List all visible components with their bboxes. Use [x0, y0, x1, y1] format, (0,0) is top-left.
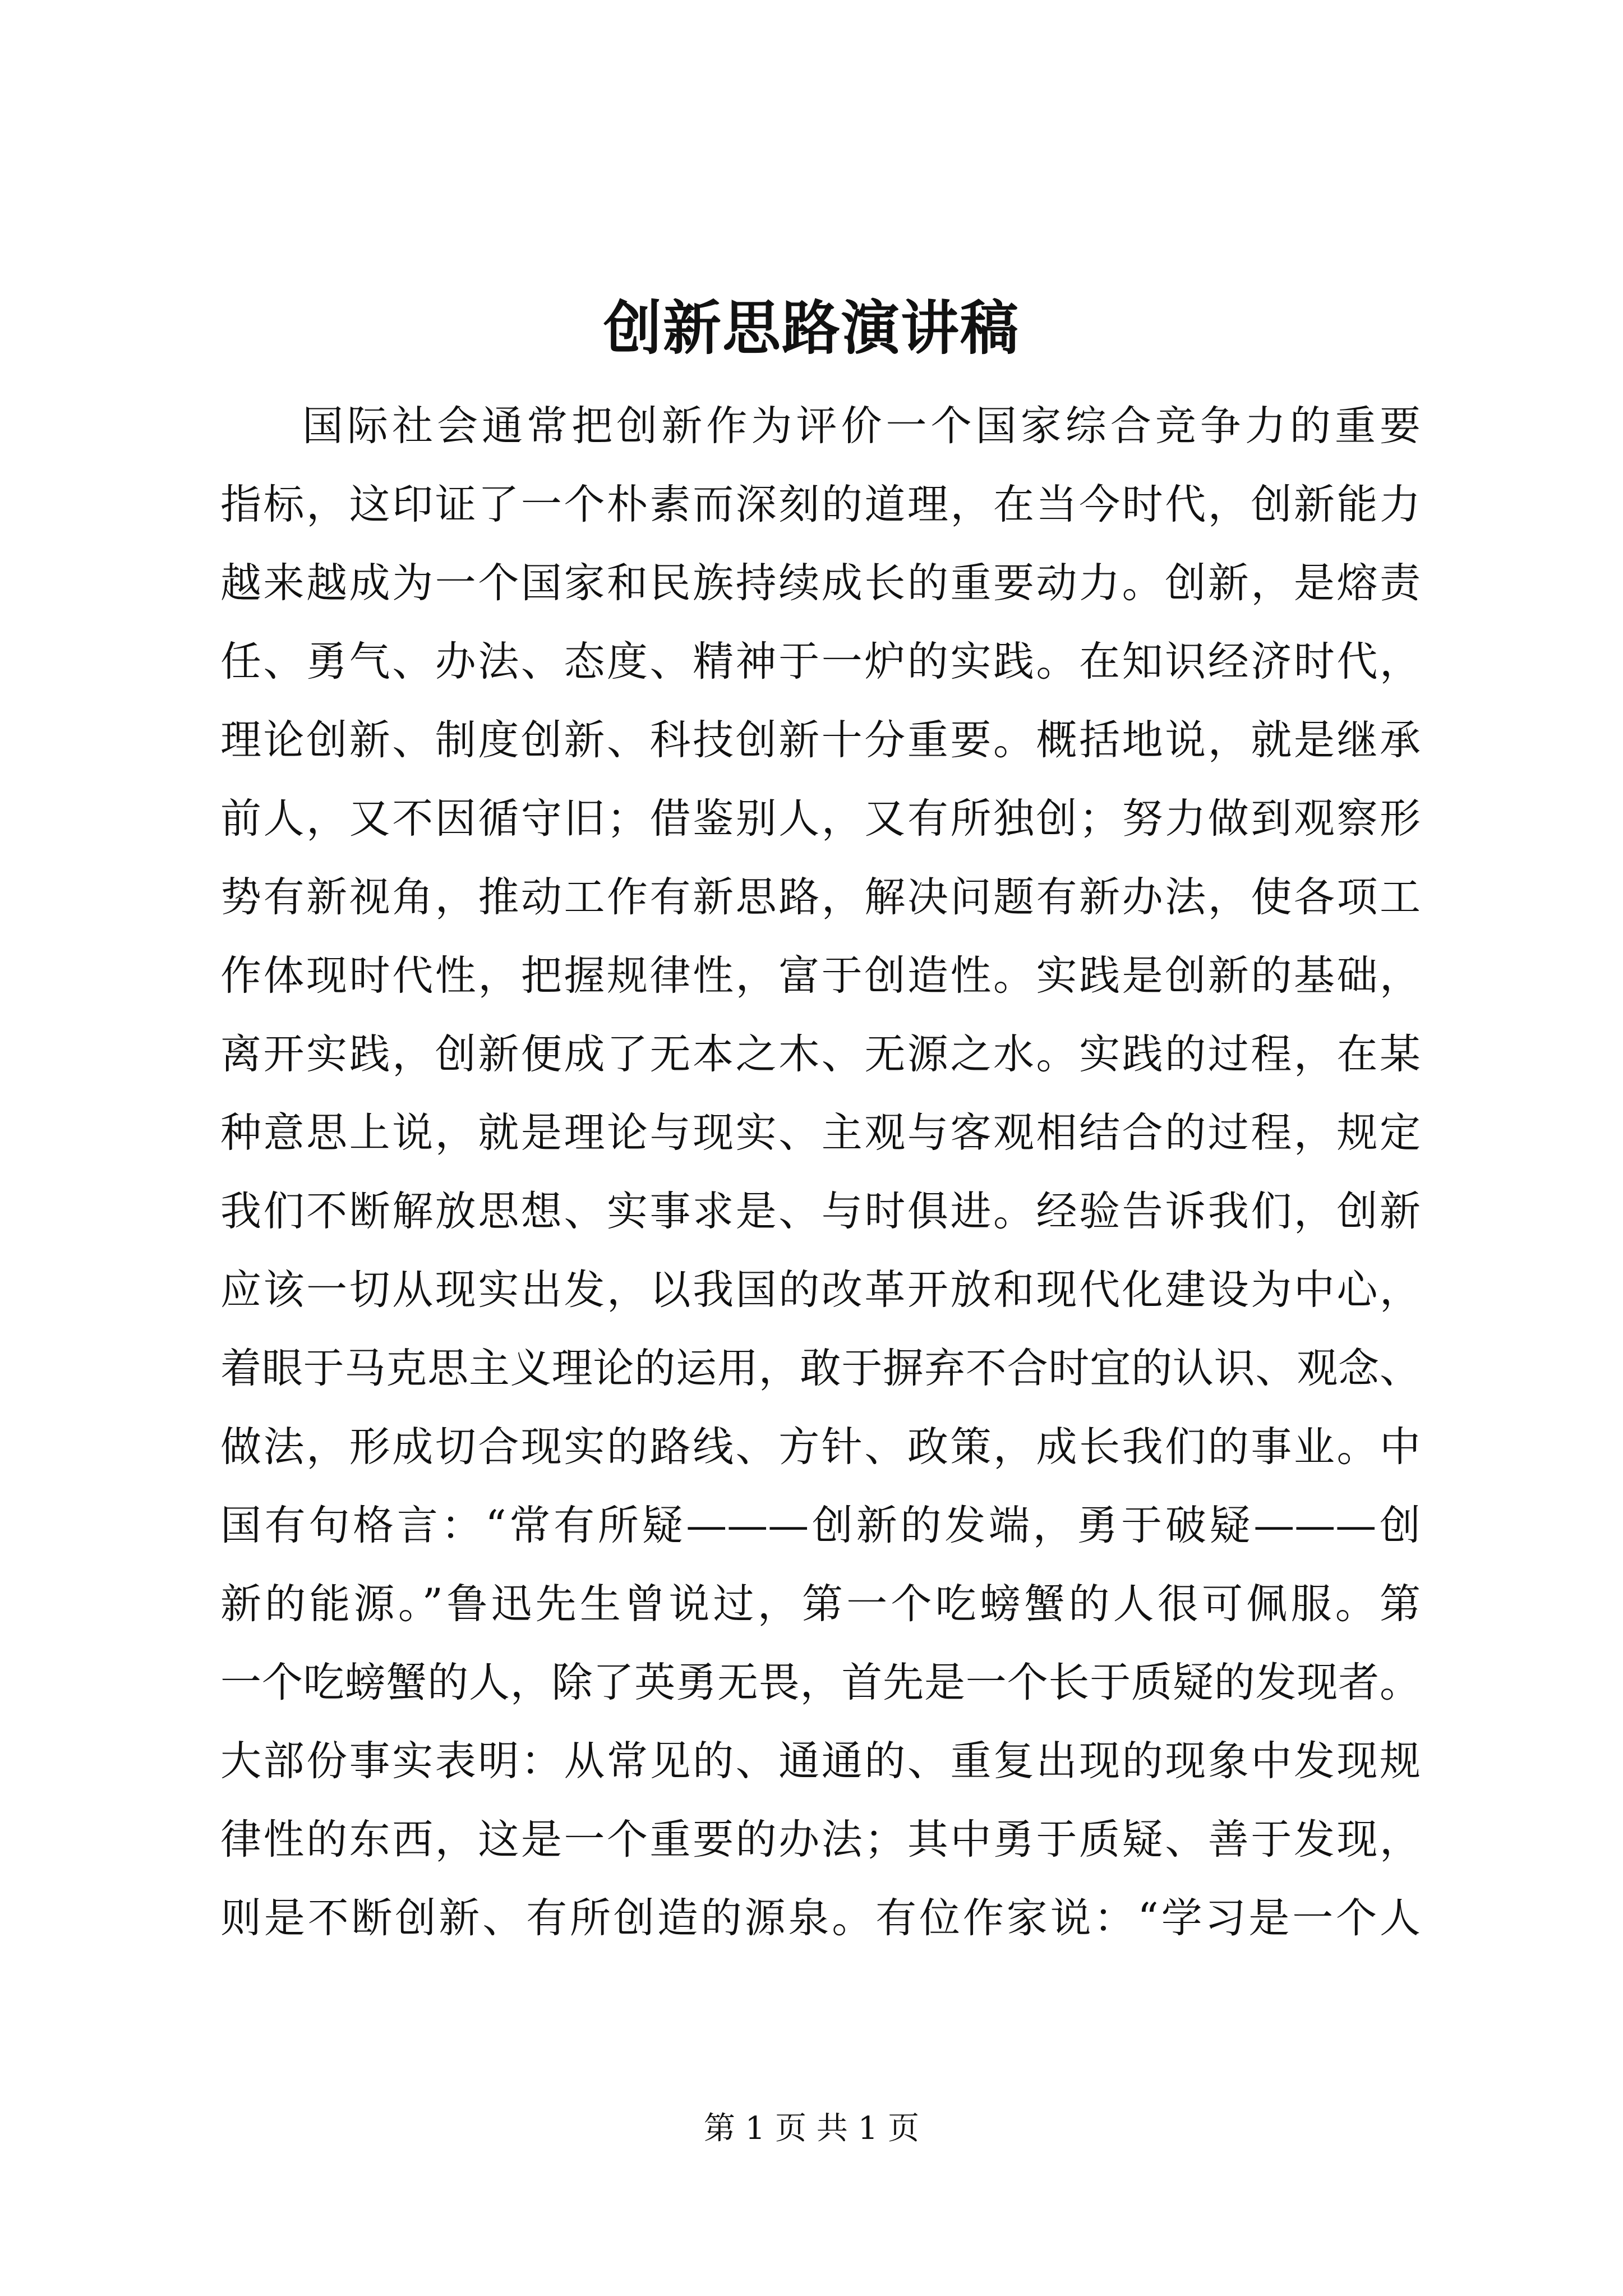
page-footer — [0, 2106, 1623, 2151]
text-line: 律性的东西，这是一个重要的办法；其中勇于质疑、善于发现， — [220, 1816, 1421, 1864]
text-line: 国有句格言：“常有所疑———创新的发端，勇于破疑———创 — [220, 1502, 1421, 1549]
text-line: 指标，这印证了一个朴素而深刻的道理，在当今时代，创新能力 — [220, 481, 1421, 528]
text-line: 任、勇气、办法、态度、精神于一炉的实践。在知识经济时代， — [220, 638, 1421, 685]
text-line: 新的能源。”鲁迅先生曾说过，第一个吃螃蟹的人很可佩服。第 — [220, 1580, 1421, 1628]
text-line: 国际社会通常把创新作为评价一个国家综合竞争力的重要 — [302, 402, 1421, 450]
page-indicator: 第 1 页 共 1 页 — [703, 2110, 920, 2147]
body-paragraph — [220, 387, 1421, 1958]
text-line: 着眼于马克思主义理论的运用，敢于摒弃不合时宜的认识、观念、 — [220, 1345, 1421, 1392]
document-title: 创新思路演讲稿 — [603, 293, 1020, 362]
text-line: 越来越成为一个国家和民族持续成长的重要动力。创新，是熔责 — [220, 559, 1421, 607]
text-line: 做法，形成切合现实的路线、方针、政策，成长我们的事业。中 — [220, 1423, 1421, 1471]
text-line: 应该一切从现实出发，以我国的改革开放和现代化建设为中心， — [220, 1266, 1421, 1314]
text-line: 种意思上说，就是理论与现实、主观与客观相结合的过程，规定 — [220, 1109, 1421, 1157]
text-line: 大部份事实表明：从常见的、通通的、重复出现的现象中发现规 — [220, 1737, 1421, 1785]
text-line: 作体现时代性，把握规律性，富于创造性。实践是创新的基础， — [220, 952, 1421, 1000]
text-line: 前人，又不因循守旧；借鉴别人，又有所独创；努力做到观察形 — [220, 795, 1421, 843]
text-line: 离开实践，创新便成了无本之木、无源之水。实践的过程，在某 — [220, 1030, 1421, 1078]
text-line: 一个吃螃蟹的人，除了英勇无畏，首先是一个长于质疑的发现者。 — [220, 1659, 1421, 1706]
text-line: 我们不断解放思想、实事求是、与时俱进。经验告诉我们，创新 — [220, 1188, 1421, 1235]
text-line: 则是不断创新、有所创造的源泉。有位作家说：“学习是一个人 — [220, 1894, 1421, 1942]
text-line: 势有新视角，推动工作有新思路，解决问题有新办法，使各项工 — [220, 873, 1421, 921]
text-line: 理论创新、制度创新、科技创新十分重要。概括地说，就是继承 — [220, 716, 1421, 764]
